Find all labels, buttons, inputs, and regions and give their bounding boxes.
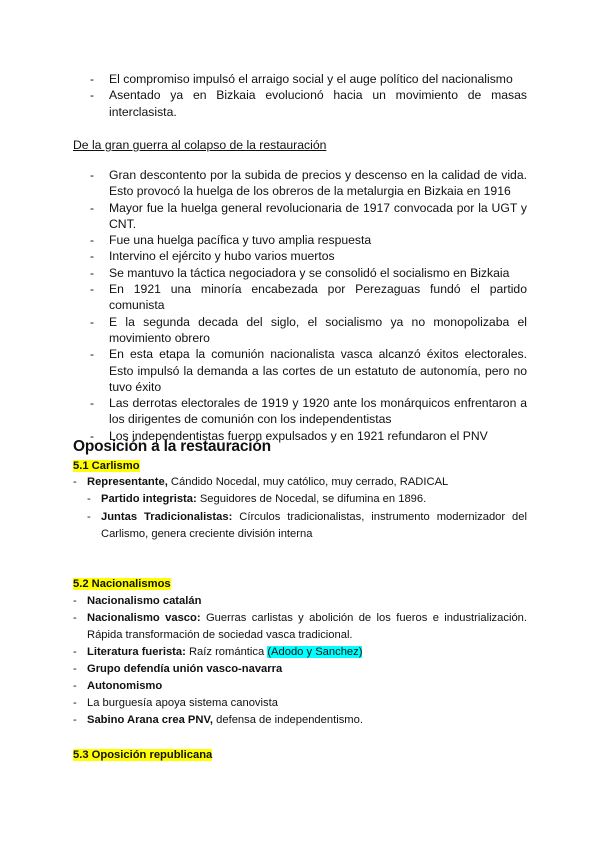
- list-item: - El compromiso impulsó el arraigo social y el auge político del nacionalismo: [90, 71, 527, 87]
- subsection-title-nacionalismos: [73, 576, 171, 593]
- list-item: - Se mantuvo la táctica negociadora y se consolidó el socialismo en Bizkaia: [90, 265, 527, 281]
- section-heading-underlined: De la gran guerra al colapso de la restauración: [73, 138, 327, 152]
- list-item: - Las derrotas electorales de 1919 y 1920 ante los monárquicos enfrentaron a los dirigentes de comunión con los independentistas: [90, 395, 527, 428]
- list-item: - Autonomismo: [73, 678, 527, 695]
- list-item: - E la segunda decada del siglo, el socialismo ya no monopolizaba el movimiento obrero: [90, 314, 527, 347]
- list-item: - Asentado ya en Bizkaia evolucionó hacia un movimiento de masas interclasista.: [90, 87, 527, 120]
- list-item: - Partido integrista: Seguidores de Nocedal, se difumina en 1896.: [87, 491, 527, 508]
- list-item: - Grupo defendía unión vasco-navarra: [73, 661, 527, 678]
- list-carlismo: [73, 474, 527, 491]
- bullet-list-top: [90, 71, 527, 120]
- list-item: - En esta etapa la comunión nacionalista vasca alcanzó éxitos electorales. Esto impulsó la demanda a las cortes de un estatuto de autonomía, pero no tuvo éxito: [90, 346, 527, 395]
- subsection-title-carlismo: [73, 458, 140, 475]
- list-item: - Sabino Arana crea PNV, defensa de independentismo.: [73, 712, 527, 729]
- list-item: - Literatura fuerista: Raíz romántica (Adodo y Sanchez): [73, 644, 527, 661]
- list-item: - Nacionalismo vasco: Guerras carlistas y abolición de los fueros e industrialización. Rápida transformación de sociedad vasca tradicional.: [73, 610, 527, 644]
- list-item: - Nacionalismo catalán: [73, 593, 527, 610]
- section-title: Oposición a la restauración: [73, 438, 271, 455]
- list-item: - La burguesía apoya sistema canovista: [73, 695, 527, 712]
- list-item: - En 1921 una minoría encabezada por Perezaguas fundó el partido comunista: [90, 281, 527, 314]
- list-item: - Mayor fue la huelga general revolucionaria de 1917 convocada por la UGT y CNT.: [90, 200, 527, 233]
- highlighted-text: (Adodo y Sanchez): [267, 646, 363, 658]
- list-item: - Intervino el ejército y hubo varios muertos: [90, 248, 527, 264]
- highlighted-title: 5.2 Nacionalismos: [73, 578, 171, 590]
- list-item: - Los independentistas fueron expulsados y en 1921 refundaron el PNV: [90, 428, 527, 444]
- highlighted-title: 5.1 Carlismo: [73, 460, 140, 472]
- list-item: - Gran descontento por la subida de precios y descenso en la calidad de vida. Esto provocó la huelga de los obreros de la metalurgia en Bizkaia en 1916: [90, 167, 527, 200]
- subsection-title-republicana: [73, 747, 212, 764]
- sublist-carlismo: [87, 491, 527, 543]
- bullet-list-guerra: [90, 167, 527, 444]
- highlighted-title: 5.3 Oposición republicana: [73, 749, 213, 761]
- list-nacionalismos: [73, 593, 527, 729]
- list-item: - Juntas Tradicionalistas: Círculos tradicionalistas, instrumento modernizador del Carlismo, genera creciente división interna: [87, 509, 527, 543]
- list-item: - Representante, Cándido Nocedal, muy católico, muy cerrado, RADICAL: [73, 474, 527, 491]
- list-item: - Fue una huelga pacífica y tuvo amplia respuesta: [90, 232, 527, 248]
